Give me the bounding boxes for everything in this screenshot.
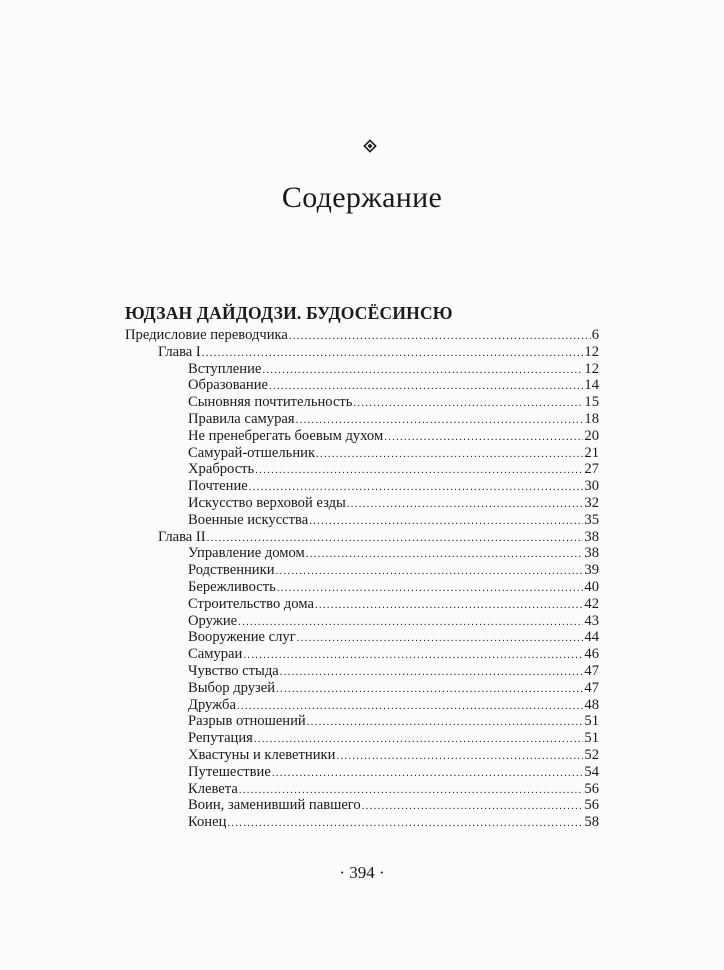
toc-entry[interactable]	[125, 764, 599, 781]
toc-entry[interactable]	[125, 495, 599, 512]
toc-entry-page-number: 51	[584, 713, 599, 730]
toc-entry[interactable]	[125, 529, 599, 546]
dot-leader	[269, 378, 583, 395]
toc-entry-page-number: 27	[584, 461, 599, 478]
page-number: · 394 ·	[339, 863, 385, 882]
dot-leader	[362, 798, 584, 815]
toc-entry-title: Конец	[188, 814, 227, 831]
toc-entry-page-number: 56	[584, 780, 599, 797]
toc-entry-title: Правила самурая	[188, 410, 295, 427]
dot-leader	[307, 714, 584, 731]
toc-entry-page-number: 40	[584, 578, 599, 595]
toc-entry[interactable]	[125, 512, 599, 529]
toc-entry[interactable]	[125, 646, 599, 663]
toc-entry-page-number: 12	[584, 343, 599, 360]
dot-leader	[255, 462, 583, 479]
toc-entry[interactable]	[125, 545, 599, 562]
toc-entry-page-number: 39	[584, 562, 599, 579]
section-heading: ЮДЗАН ДАЙДОДЗИ. БУДОСЁСИНСЮ	[125, 303, 453, 323]
dot-leader	[296, 412, 584, 429]
toc-entry[interactable]	[125, 747, 599, 764]
toc-entry[interactable]	[125, 814, 599, 831]
toc-entry-page-number: 12	[584, 360, 599, 377]
dot-leader	[249, 479, 584, 496]
toc-entry-title: Путешествие	[188, 763, 271, 780]
dot-leader	[239, 782, 584, 799]
dot-leader	[276, 681, 583, 698]
toc-entry-page-number: 6	[591, 327, 599, 343]
toc-entry[interactable]	[125, 680, 599, 697]
toc-entry[interactable]	[125, 781, 599, 798]
toc-entry[interactable]	[125, 394, 599, 411]
toc-entry-title: Почтение	[188, 478, 248, 495]
toc-entry-title: Воин, заменивший павшего	[188, 797, 361, 814]
toc-entry-page-number: 47	[584, 662, 599, 679]
toc-entry-title: Бережливость	[188, 578, 276, 595]
toc-entry-title: Самураи	[188, 646, 243, 663]
dot-leader	[309, 513, 583, 530]
dot-leader	[384, 429, 583, 446]
toc-entry-title: Выбор друзей	[188, 679, 276, 696]
toc-entry-page-number: 18	[584, 410, 599, 427]
toc-entry-page-number: 54	[584, 763, 599, 780]
toc-entry-page-number: 43	[584, 612, 599, 629]
toc-entry[interactable]	[125, 562, 599, 579]
toc-entry[interactable]	[125, 629, 599, 646]
dot-leader	[207, 530, 584, 547]
dot-leader	[276, 563, 584, 580]
toc-entry-title: Управление домом	[188, 545, 305, 562]
toc-entry-page-number: 32	[584, 494, 599, 511]
dot-leader	[254, 731, 584, 748]
toc-entry-title: Вооружение слуг	[188, 629, 296, 646]
toc-entry-page-number: 48	[584, 696, 599, 713]
toc-entry[interactable]	[125, 797, 599, 814]
toc-entry-page-number: 15	[584, 394, 599, 411]
toc-entry[interactable]	[125, 579, 599, 596]
dot-leader	[336, 748, 583, 765]
dot-leader	[227, 815, 583, 832]
toc-entry-title: Дружба	[188, 696, 236, 713]
dot-leader	[243, 647, 583, 664]
toc-entry-page-number: 58	[584, 814, 599, 831]
toc-entry[interactable]	[125, 411, 599, 428]
toc-entry[interactable]	[125, 478, 599, 495]
toc-entry-title: Строительство дома	[188, 595, 314, 612]
toc-entry-page-number: 51	[584, 730, 599, 747]
toc-entry-page-number: 20	[584, 427, 599, 444]
toc-entry-title: Сыновняя почтительность	[188, 394, 353, 411]
toc-entry-page-number: 35	[584, 511, 599, 528]
toc-entry[interactable]	[125, 613, 599, 630]
dot-leader	[289, 328, 591, 345]
toc-entry[interactable]	[125, 713, 599, 730]
toc-entry-page-number: 38	[584, 545, 599, 562]
toc-entry[interactable]	[125, 461, 599, 478]
toc-entry-title: Предисловие переводчика	[125, 327, 288, 343]
toc-entry-page-number: 47	[584, 679, 599, 696]
dot-leader	[237, 698, 583, 715]
dot-leader	[238, 614, 583, 631]
dot-leader	[353, 395, 583, 412]
toc-entry-title: Оружие	[188, 612, 238, 629]
toc-entry-title: Хвастуны и клеветники	[188, 746, 336, 763]
toc-entry-page-number: 52	[584, 746, 599, 763]
toc-entry-page-number: 46	[584, 646, 599, 663]
toc-entry-title: Чувство стыда	[188, 662, 279, 679]
dot-leader	[315, 597, 583, 614]
dot-leader	[297, 630, 584, 647]
dot-leader	[272, 765, 584, 782]
dot-leader	[306, 546, 584, 563]
toc-entry[interactable]	[125, 377, 599, 394]
toc-entry[interactable]	[125, 596, 599, 613]
toc-entry-title: Родственники	[188, 562, 275, 579]
toc-entry-title: Репутация	[188, 730, 253, 747]
toc-entry-title: Искусство верховой езды	[188, 494, 346, 511]
toc-entry-title: Вступление	[188, 360, 262, 377]
toc-entry-title: Образование	[188, 377, 268, 394]
dot-leader	[277, 580, 584, 597]
toc-entry-title: Не пренебрегать боевым духом	[188, 427, 384, 444]
toc-entry[interactable]	[125, 445, 599, 462]
toc-entry[interactable]	[125, 327, 599, 344]
toc-entry-page-number: 30	[584, 478, 599, 495]
toc-entry[interactable]	[125, 361, 599, 378]
toc-entry[interactable]	[125, 428, 599, 445]
table-of-contents	[125, 327, 599, 831]
toc-entry-title: Храбрость	[188, 461, 255, 478]
toc-entry-page-number: 38	[584, 528, 599, 545]
toc-entry-page-number: 44	[584, 629, 599, 646]
dot-leader	[202, 345, 584, 362]
toc-entry-page-number: 21	[584, 444, 599, 461]
toc-entry[interactable]	[125, 697, 599, 714]
toc-entry[interactable]	[125, 344, 599, 361]
toc-entry-title: Разрыв отношений	[188, 713, 306, 730]
toc-entry[interactable]	[125, 663, 599, 680]
toc-entry-title: Глава I	[158, 343, 201, 360]
page-title: Содержание	[281, 181, 443, 214]
dot-leader	[262, 362, 583, 379]
toc-entry-title: Глава II	[158, 528, 206, 545]
toc-entry-page-number: 42	[584, 595, 599, 612]
toc-entry-title: Клевета	[188, 780, 238, 797]
dot-leader	[280, 664, 584, 681]
toc-entry-page-number: 56	[584, 797, 599, 814]
toc-entry-title: Самурай-отшельник	[188, 444, 316, 461]
toc-entry-title: Военные искусства	[188, 511, 309, 528]
diamond-ornament-icon	[363, 139, 377, 153]
toc-entry[interactable]	[125, 730, 599, 747]
dot-leader	[347, 496, 584, 513]
dot-leader	[316, 446, 583, 463]
toc-entry-page-number: 14	[584, 377, 599, 394]
